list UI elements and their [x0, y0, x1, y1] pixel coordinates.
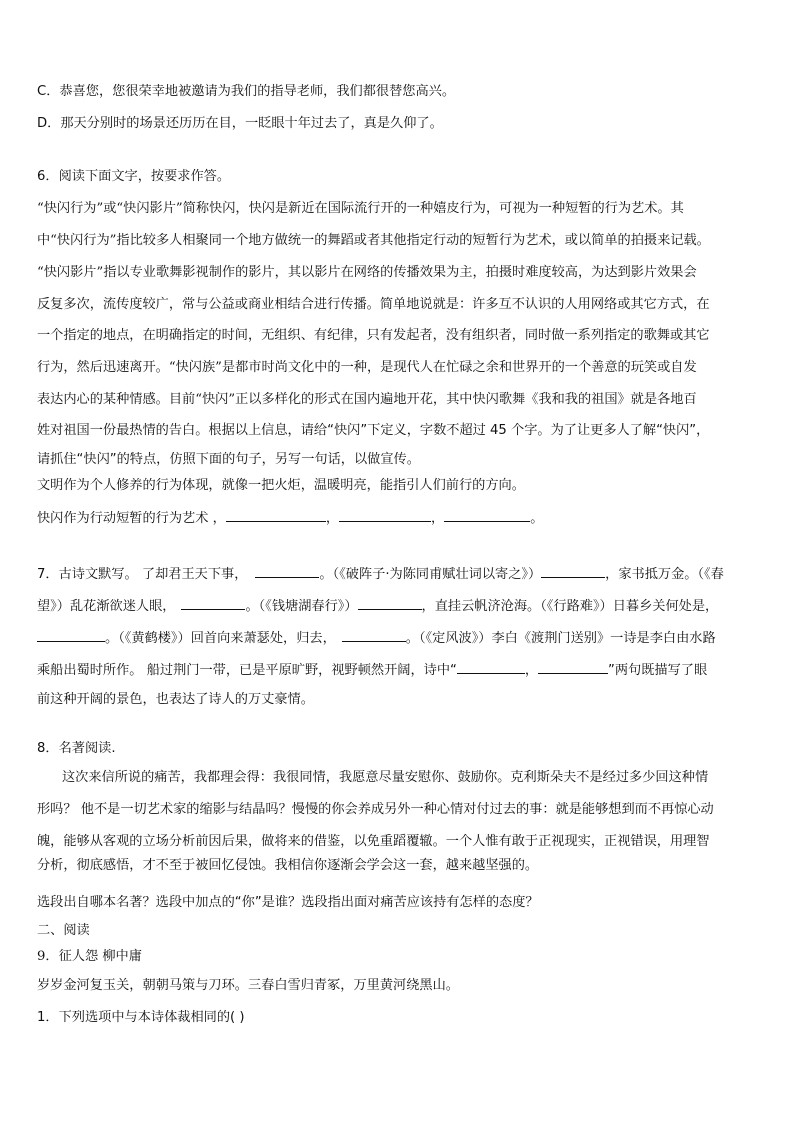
q7-text: 。（《黄鹤楼》）回首向来萧瑟处，归去，: [105, 631, 336, 646]
q7-text: 。（《钱塘湖春行》）: [245, 599, 358, 614]
q6-fill-end: 。: [530, 511, 544, 526]
q8-passage-line: 分析，彻底感悟，才不至于被回忆侵蚀。我相信你逐渐会学会这一套，越来越坚强的。: [37, 858, 539, 873]
q6-line: 行为，然后迅速离开。“快闪族”是都市时尚文化中的一种，是现代人在忙碌之余和世界开的一个善意的玩笑或自发: [37, 360, 697, 375]
q7-text: 。（《破阵子·为陈同甫赋壮词以寄之》）: [319, 567, 542, 582]
answer-blank[interactable]: [358, 596, 422, 610]
q8-passage-line: 形吗？ 他不是一切艺术家的缩影与结晶吗？慢慢的你会养成另外一种心情对付过去的事：就是能够想到而不再惊心动: [37, 802, 714, 817]
q7-text: 。（《定风波》）李白《渡荆门送别》一诗是李白由水路: [405, 631, 716, 646]
q6-line: 一个指定的地点，在明确指定的时间，无组织、有纪律，只有发起者，没有组织者，同时做一系列指定的歌舞或其它: [37, 328, 710, 343]
sub-question-1: 1．下列选项中与本诗体裁相同的( ): [37, 1010, 245, 1025]
answer-blank[interactable]: [181, 596, 245, 610]
answer-blank[interactable]: [541, 564, 605, 578]
poem-title: 9．征人怨 柳中庸: [37, 949, 142, 964]
q8-passage-line: 这次来信所说的痛苦，我都理会得：我很同情，我愿意尽量安慰你、鼓励你。克利斯朵夫不是经过多少回这种情: [62, 770, 709, 785]
q6-line: “快闪影片”指以专业歌舞影视制作的影片，其以影片在网络的传播效果为主，拍摄时难度较高，为达到影片效果会: [37, 265, 697, 280]
q6-fill-sep: ，: [431, 511, 445, 526]
q6-fill-prefix: 快闪作为行动短暂的行为艺术 ，: [37, 511, 226, 526]
q6-fill-line: [37, 508, 764, 528]
answer-blank[interactable]: [538, 660, 608, 674]
q7-text: 7．古诗文默写。 了却君王天下事，: [37, 567, 248, 582]
q7-line: 前这种开阔的景色，也表达了诗人的万丈豪情。: [37, 692, 314, 707]
q7-text: ，直挂云帆济沧海。（《行路难》）日暮乡关何处是，: [421, 599, 719, 614]
q6-title: 6．阅读下面文字，按要求作答。: [37, 169, 231, 184]
answer-blank[interactable]: [339, 508, 431, 522]
q6-line: 反复多次，流传度较广，常与公益或商业相结合进行传播。简单地说就是：许多互不认识的人用网络或其它方式，在: [37, 297, 710, 312]
answer-blank[interactable]: [226, 508, 326, 522]
q6-line: “快闪行为”或“快闪影片”简称快闪，快闪是新近在国际流行开的一种嬉皮行为，可视为一种短暂的行为艺术。其: [37, 201, 684, 216]
q6-fill-sep: ，: [325, 511, 340, 526]
q7-text: 望》）乱花渐欲迷人眼，: [37, 599, 176, 614]
answer-blank[interactable]: [444, 508, 530, 522]
answer-blank[interactable]: [457, 660, 525, 674]
answer-blank[interactable]: [342, 628, 406, 642]
answer-blank[interactable]: [37, 628, 105, 642]
q7-text: ，家书抵万金。（《春: [605, 567, 724, 582]
option-d: D．那天分别时的场景还历历在目，一眨眼十年过去了，真是久仰了。: [37, 116, 443, 131]
q8-question: 选段出自哪本名著？选段中加点的“你”是谁？选段指出面对痛苦应该持有怎样的态度？: [37, 895, 539, 910]
section-heading: 二、阅读: [37, 923, 90, 938]
q7-line: [37, 564, 764, 584]
q6-line: 姓对祖国一份最热情的告白。根据以上信息，请给“快闪”下定义，字数不超过 45 个字。为了让更多人了解“快闪”，: [37, 423, 710, 438]
q7-text: 乘船出蜀时所作。 船过荆门一带，已是平原旷野，视野顿然开阔，诗中“: [37, 663, 457, 678]
q7-line: [37, 628, 764, 648]
q6-line: 表达内心的某种情感。目前“快闪”正以多样化的形式在国内遍地开花，其中快闪歌舞《我和我的祖国》就是各地百: [37, 392, 697, 407]
q7-line: [37, 660, 764, 680]
answer-blank[interactable]: [255, 564, 319, 578]
poem-text: 岁岁金河复玉关，朝朝马策与刀环。三春白雪归青冢，万里黄河绕黑山。: [37, 978, 459, 993]
q6-line: 中“快闪行为”指比较多人相聚同一个地方做统一的舞蹈或者其他指定行动的短暂行为艺术，或以简单的拍摄来记载。: [37, 233, 710, 248]
q7-line: [37, 596, 764, 616]
q8-passage-line: 魄，能够从客观的立场分析前因后果，做将来的借鉴，以免重蹈覆辙。一个人惟有敢于正视现实，正视错误，用理智: [37, 834, 710, 849]
q7-text: ”两句既描写了眼: [608, 663, 708, 678]
q6-line: 请抓住“快闪”的特点，仿照下面的句子，另写一句话，以做宣传。: [37, 452, 420, 467]
q7-text: ，: [524, 663, 539, 678]
q8-title: 8．名著阅读.: [37, 741, 116, 756]
q6-example-sentence: 文明作为个人修养的行为体现，就像一把火炬，温暖明亮，能指引人们前行的方向。: [37, 478, 525, 493]
option-c: C．恭喜您，您很荣幸地被邀请为我们的指导老师，我们都很替您高兴。: [37, 84, 456, 99]
